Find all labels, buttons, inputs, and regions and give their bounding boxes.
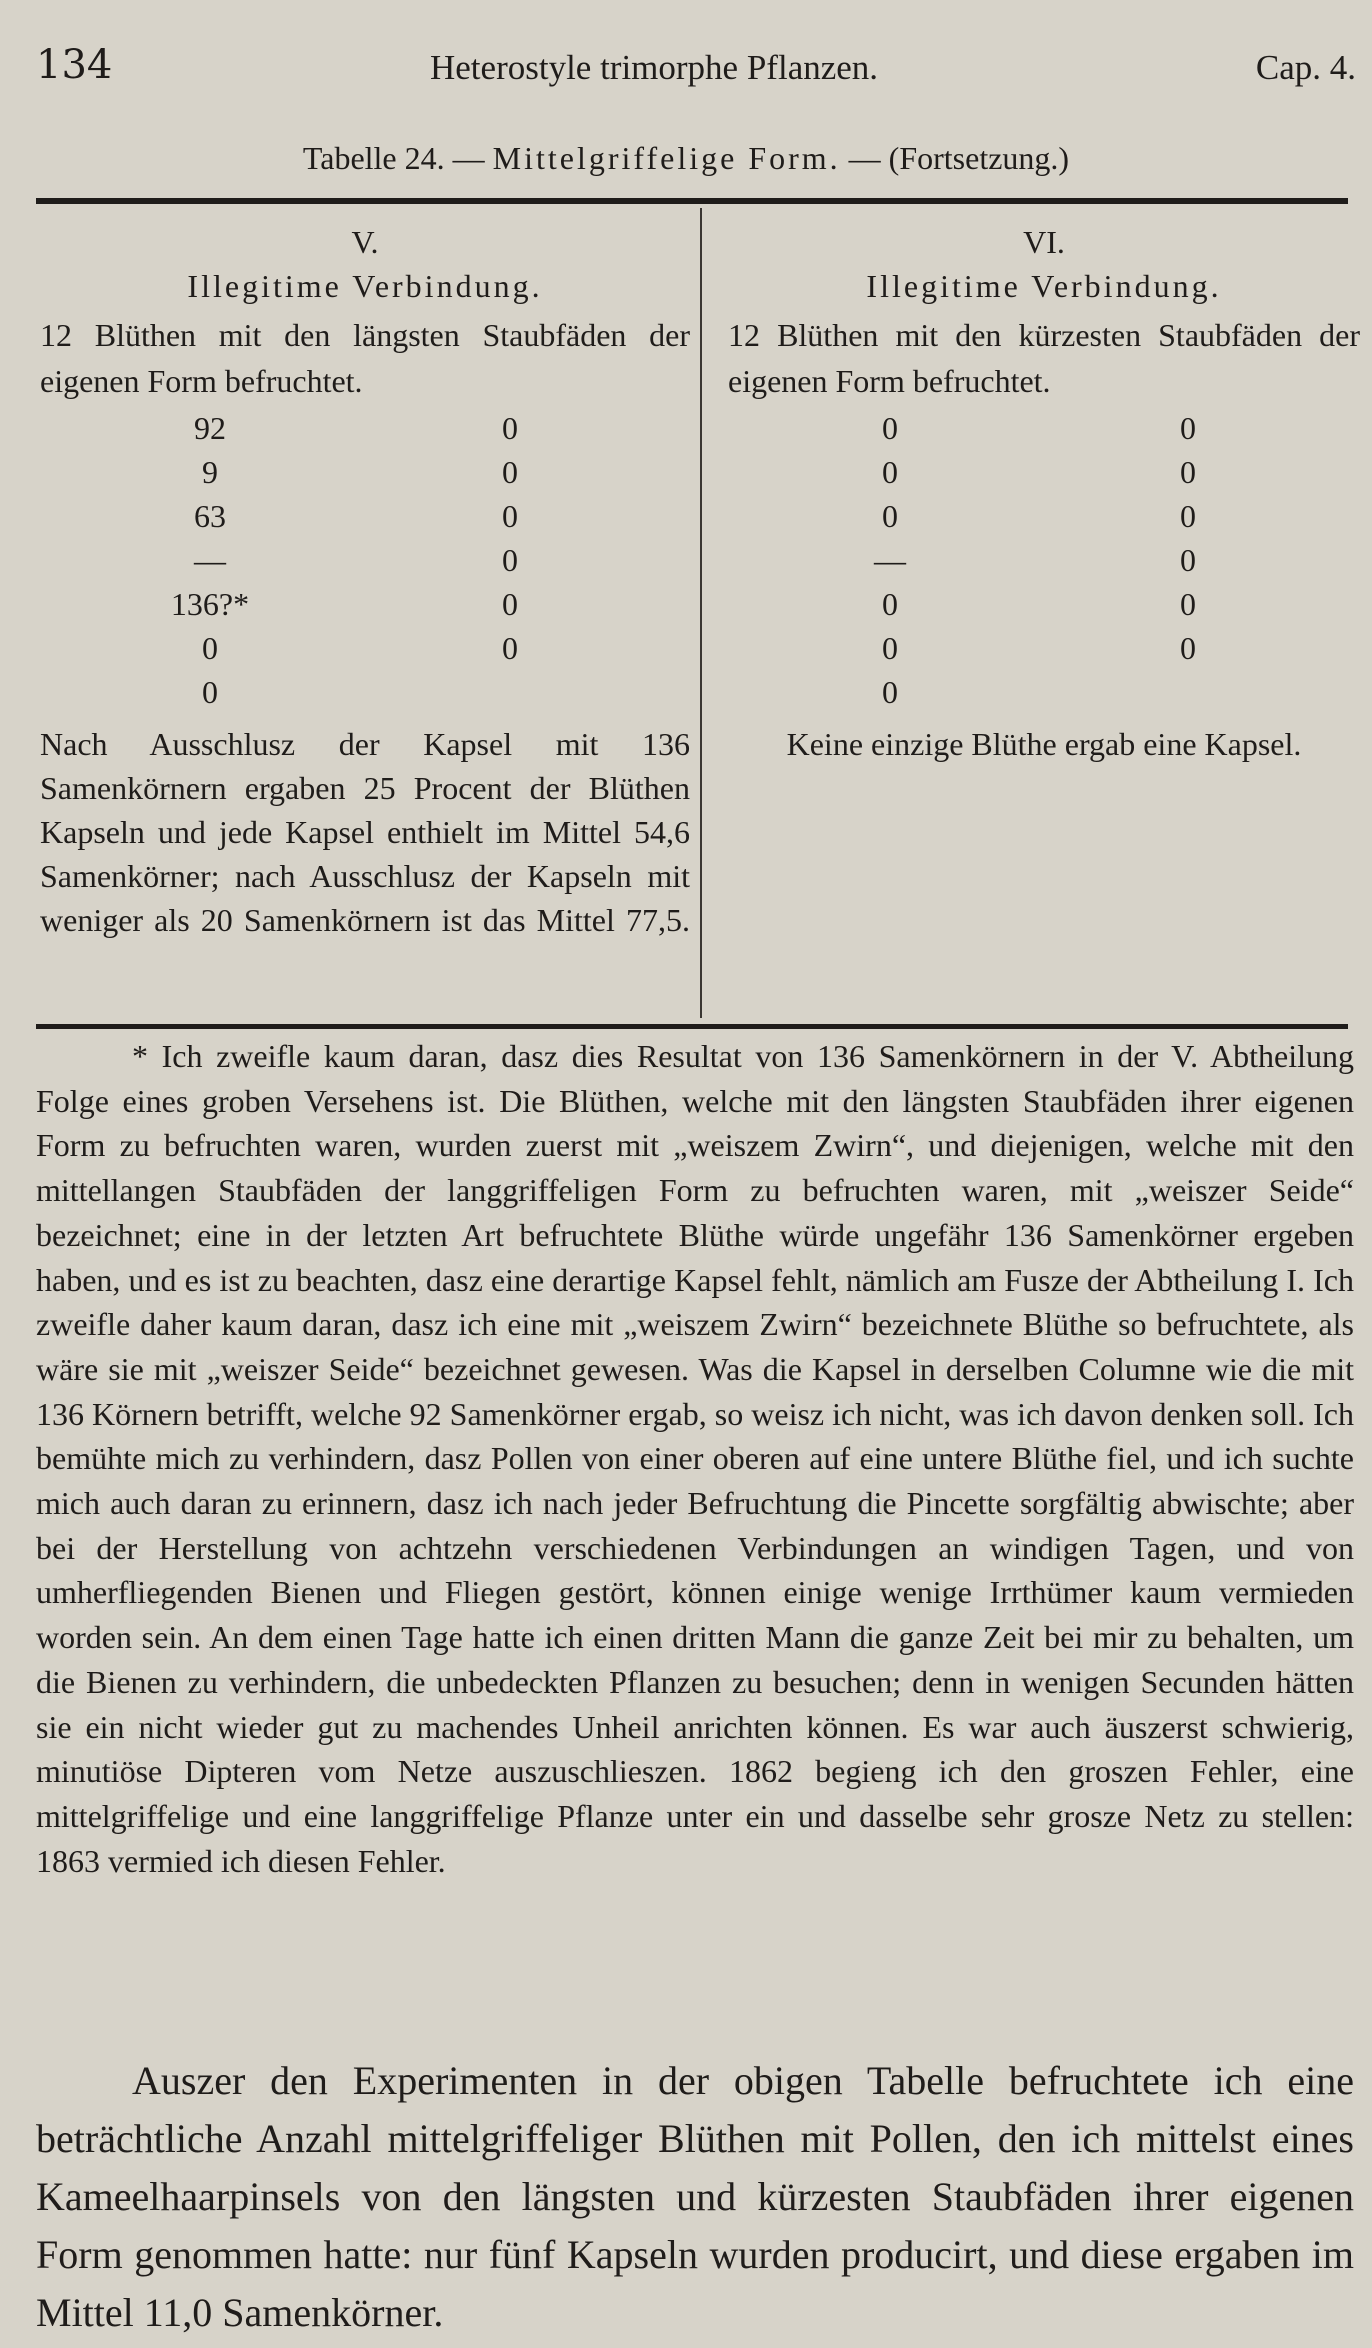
table-caption-prefix: Tabelle 24. —: [302, 140, 493, 176]
column-note: Keine einzige Blüthe ergab eine Kapsel.: [786, 726, 1302, 762]
table-cell: 0: [882, 586, 898, 622]
table-row: [40, 406, 690, 450]
table-row: [728, 494, 1360, 538]
table-cell: 0: [1180, 410, 1196, 446]
table-caption-suffix: — (Fortsetzung.): [840, 140, 1070, 176]
table-cell: 0: [1180, 454, 1196, 490]
table-row: [728, 406, 1360, 450]
footnote: * Ich zweifle kaum daran, dasz dies Resultat von 136 Samenkörnern in der V. Abtheilung Folge eines groben Versehens ist. Die Blüthen, welche mit den längsten Staubfäden ihrer eigenen Form zu befruchten waren, wurden zuerst mit „weiszem Zwirn“, und diejenigen, welche mit den mittellangen Staubfäden der langgriffeligen Form zu befruchten waren, mit „weiszer Seide“ bezeichnet; eine in der letzten Art befruchtete Blüthe würde ungefähr 136 Samenkörner ergeben haben, und es ist zu beachten, dasz eine derartige Kapsel fehlt, nämlich am Fusze der Abtheilung I. Ich zweifle daher kaum daran, dasz ich eine mit „weiszem Zwirn“ bezeichnete Blüthe so befruchtete, als wäre sie mit „weiszer Seide“ bezeichnet gewesen. Was die Kapsel in derselben Columne wie die mit 136 Körnern betrifft, welche 92 Samenkörner ergab, so weisz ich nicht, was ich davon denken soll. Ich bemühte mich zu verhindern, dasz Pollen von einer oberen auf eine untere Blüthe fiel, und ich suchte mich auch daran zu erinnern, dasz ich nach jeder Befruchtung die Pincette sorgfältig abwischte; aber bei der Herstellung von achtzehn verschiedenen Verbindungen an windigen Tagen, und von umherfliegenden Bienen und Fliegen gestört, können einige wenige Irrthümer kaum vermieden worden sein. An dem einen Tage hatte ich einen dritten Mann die ganze Zeit bei mir zu behalten, um die Bienen zu verhindern, die unbedeckten Pflanzen zu besuchen; denn in wenigen Secunden hätten sie ein nicht wieder gut zu machendes Unheil anrichten können. Es war auch äuszerst schwierig, minutiöse Dipteren vom Netze auszuschlieszen. 1862 begieng ich den groszen Fehler, eine mittelgriffelige und eine langgriffelige Pflanze unter ein und dasselbe sehr grosze Netz zu stellen: 1863 vermied ich diesen Fehler.: [36, 1038, 1354, 1879]
table-bottom-rule: [36, 1024, 1348, 1029]
running-title: Heterostyle trimorphe Pflanzen.: [430, 48, 879, 87]
table-cell: 0: [1180, 498, 1196, 534]
column-number: VI.: [1023, 224, 1065, 260]
column-rows: [728, 406, 1360, 714]
column-description: 12 Blüthen mit den kürzesten Staubfäden der eigenen Form befruchtet.: [728, 317, 1360, 399]
table-cell: 136?*: [170, 586, 250, 622]
table-row: [728, 582, 1360, 626]
table-cell: 0: [882, 674, 898, 710]
table-cell: 0: [1180, 630, 1196, 666]
table-row: [728, 450, 1360, 494]
table-caption: [0, 140, 1372, 177]
table-row: [40, 494, 690, 538]
table-cell: 0: [502, 630, 518, 666]
table-cell: 0: [502, 410, 518, 446]
table-cell: 0: [202, 674, 218, 710]
table-cell: 0: [502, 542, 518, 578]
table-cell: 0: [882, 630, 898, 666]
table-cell: 92: [194, 410, 226, 446]
page-number: 134: [36, 42, 113, 88]
table-cell: 0: [502, 454, 518, 490]
column-heading: Illegitime Verbindung.: [866, 268, 1222, 304]
column-rows: [40, 406, 690, 714]
body-paragraph: Auszer den Experimenten in der obigen Tabelle befruchtete ich eine beträchtliche Anzahl mittelgriffeliger Blüthen mit Pollen, den ich mittelst eines Kameelhaarpinsels von den längsten und kürzesten Staubfäden ihrer eigenen Form genommen hatte: nur fünf Kapseln wurden producirt, und diese ergaben im Mittel 11,0 Samenkörner.: [36, 2058, 1354, 2335]
column-description: 12 Blüthen mit den längsten Staubfäden der eigenen Form befruchtet.: [40, 317, 690, 399]
table-row: [40, 626, 690, 670]
table-cell: 63: [194, 498, 226, 534]
table-cell: 0: [1180, 586, 1196, 622]
table-column-vi: [728, 220, 1360, 766]
chapter-label: Cap. 4.: [1255, 48, 1356, 87]
table-row: [728, 626, 1360, 670]
table-cell: 0: [882, 410, 898, 446]
table-cell: 0: [882, 454, 898, 490]
table-cell: 0: [1180, 542, 1196, 578]
table-row: [728, 538, 1360, 582]
table-row: [40, 538, 690, 582]
table-row: [728, 670, 1360, 714]
table-cell: 0: [202, 630, 218, 666]
column-note: Nach Ausschlusz der Kapsel mit 136 Samenkörnern ergaben 25 Procent der Blüthen Kapseln und jede Kapsel enthielt im Mittel 54,6 Samenkörner; nach Ausschlusz der Kapseln mit weniger als 20 Samenkörnern ist das Mittel 77,5.: [40, 726, 690, 938]
table-cell: 9: [202, 454, 218, 490]
table-cell: —: [874, 542, 906, 578]
table-row: [40, 670, 690, 714]
table-top-rule: [36, 198, 1348, 204]
table-row: [40, 450, 690, 494]
table-row: [40, 582, 690, 626]
table-cell: 0: [502, 586, 518, 622]
column-divider: [700, 208, 702, 1018]
table-cell: —: [194, 542, 226, 578]
column-heading: Illegitime Verbindung.: [187, 268, 543, 304]
table-caption-form: Mittelgriffelige Form.: [492, 140, 841, 176]
table-cell: 0: [882, 498, 898, 534]
column-number: V.: [351, 224, 379, 260]
table-cell: 0: [502, 498, 518, 534]
table-column-v: [40, 220, 690, 986]
